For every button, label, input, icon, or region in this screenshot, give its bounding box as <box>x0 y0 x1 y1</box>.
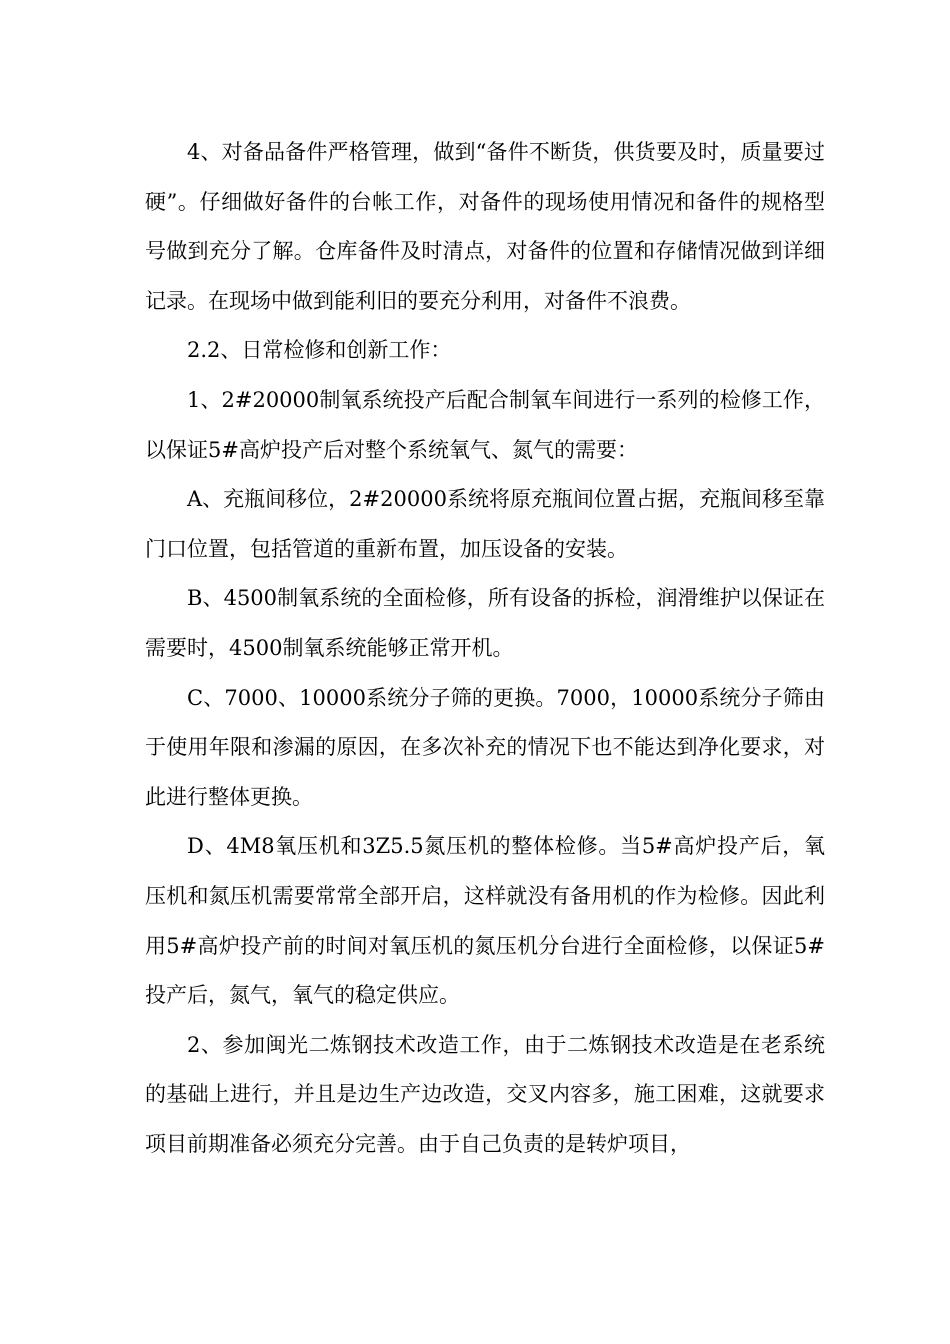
paragraph-section-2-2-heading: 2.2、日常检修和创新工作： <box>187 338 452 363</box>
paragraph-item-c-molecular-sieve: C、7000、10000系统分子筛的更换。7000，10000系统分子筛由于使用年限和渗漏的原因，在多次补充的情况下也不能达到净化要求，对此进行整体更换。 <box>145 685 825 809</box>
paragraph-item-a-bottling-room: A、充瓶间移位，2#20000系统将原充瓶间位置占据，充瓶间移至靠门口位置，包括管道的重新布置，加压设备的安装。 <box>145 487 825 561</box>
paragraph-item-2-steelmaking-upgrade: 2、参加闽光二炼钢技术改造工作，由于二炼钢技术改造是在老系统的基础上进行，并且是边生产边改造，交叉内容多，施工困难，这就要求项目前期准备必须充分完善。由于自己负责的是转炉项目， <box>145 1032 825 1156</box>
document-body <box>145 128 825 1169</box>
paragraph-item-1-oxygen-system: 1、2#20000制氧系统投产后配合制氧车间进行一系列的检修工作，以保证5#高炉投产后对整个系统氧气、氮气的需要： <box>145 387 825 462</box>
paragraph-item-b-4500-overhaul: B、4500制氧系统的全面检修，所有设备的拆检，润滑维护以保证在需要时，4500制氧系统能够正常开机。 <box>145 586 825 660</box>
paragraph-item-d-compressor-overhaul: D、4M8氧压机和3Z5.5氮压机的整体检修。当5#高炉投产后，氧压机和氮压机需要常常全部开启，这样就没有备用机的作为检修。因此利用5#高炉投产前的时间对氧压机的氮压机分台进行全面检修，以保证5#投产后，氮气，氧气的稳定供应。 <box>145 834 825 1008</box>
paragraph-spare-parts-management: 4、对备品备件严格管理，做到“备件不断货，供货要及时，质量要过硬”。仔细做好备件的台帐工作，对备件的现场使用情况和备件的规格型号做到充分了解。仓库备件及时清点，对备件的位置和存储情况做到详细记录。在现场中做到能利旧的要充分利用，对备件不浪费。 <box>145 140 825 313</box>
